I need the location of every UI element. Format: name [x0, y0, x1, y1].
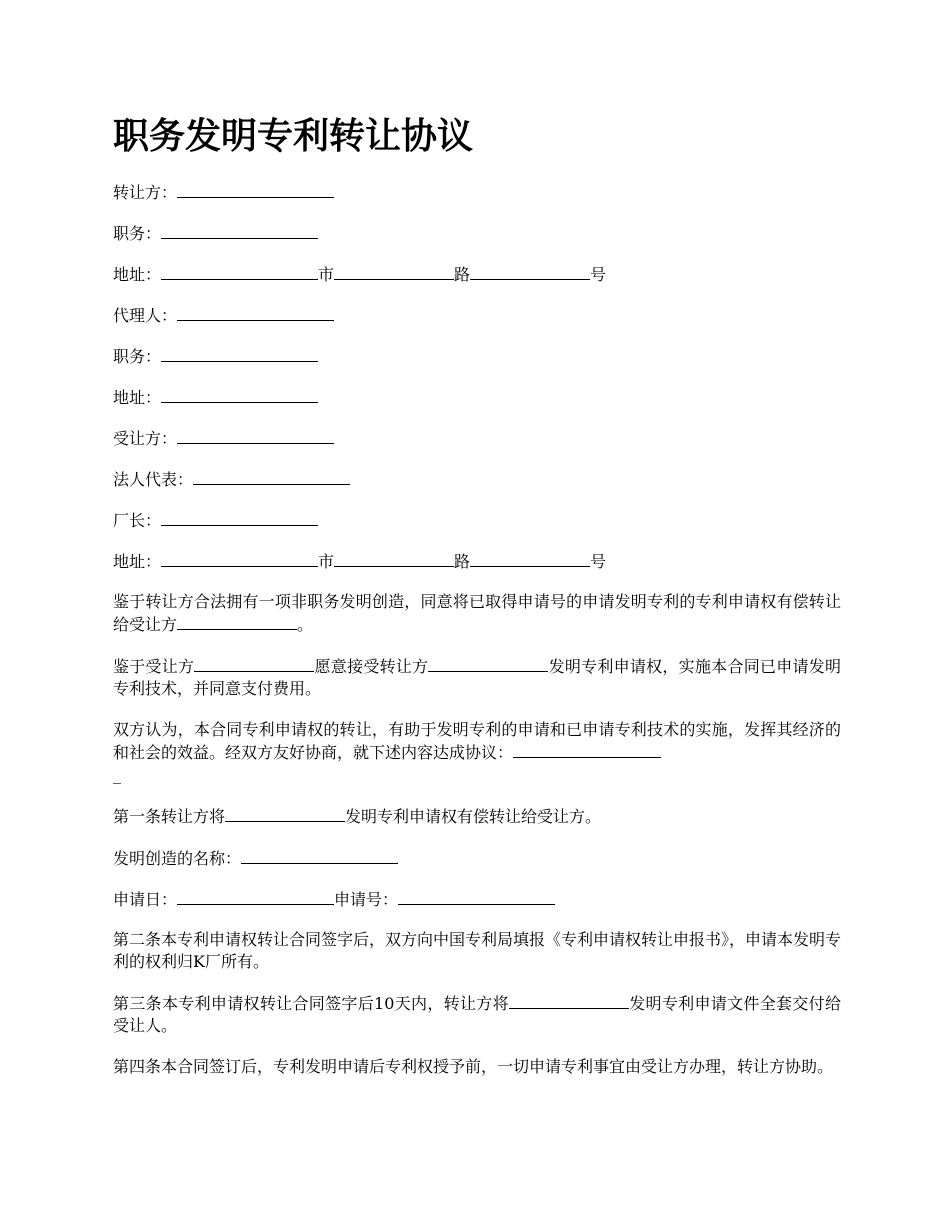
address-road-blank[interactable] [334, 263, 454, 280]
recital-2-text-a: 鉴于受让方 [113, 657, 195, 676]
recital-paragraph-3 [113, 719, 841, 786]
number-label: 号 [590, 265, 607, 284]
article-4: 第四条本合同签订后，专利发明申请后专利权授予前，一切申请专利事宜由受让方办理，转让方协助。 [113, 1057, 834, 1076]
article-3-blank[interactable] [509, 992, 629, 1009]
legal-rep-label: 法人代表： [113, 470, 194, 489]
transferee-number-label: 号 [590, 552, 607, 571]
transferor-line [113, 181, 841, 203]
apply-no-label: 申请号： [334, 890, 399, 909]
document-page [113, 112, 841, 1097]
transferee-city-label: 市 [318, 552, 335, 571]
transferee-blank[interactable] [177, 427, 334, 444]
address-city-blank[interactable] [161, 263, 318, 280]
transferee-address-road-blank[interactable] [334, 550, 454, 567]
address-label: 地址： [113, 265, 162, 284]
agent-line [113, 304, 841, 326]
position-blank[interactable] [161, 222, 318, 239]
article-1-blank[interactable] [225, 805, 345, 822]
invention-name-line [113, 847, 841, 869]
recital-paragraph-2 [113, 655, 841, 700]
legal-rep-line [113, 468, 841, 490]
position-label: 职务： [113, 224, 162, 243]
legal-rep-blank[interactable] [193, 468, 350, 485]
article-3-text-a: 第三条本专利申请权转让合同签字后10天内，转让方将 [113, 994, 509, 1013]
recital-2-text-b: 愿意接受转让方 [314, 657, 429, 676]
article-1-text-b: 发明专利申请权有偿转让给受让方。 [345, 807, 602, 826]
agent-label: 代理人： [113, 306, 178, 325]
recital-paragraph-1 [113, 591, 841, 636]
agent-address-blank[interactable] [161, 386, 318, 403]
article-1 [113, 805, 841, 828]
factory-head-blank[interactable] [161, 509, 318, 526]
recital-3-blank[interactable] [513, 741, 661, 758]
agent-address-label: 地址： [113, 388, 162, 407]
apply-no-blank[interactable] [398, 888, 555, 905]
address-line [113, 263, 841, 285]
transferee-address-line [113, 550, 841, 572]
article-2: 第二条本专利申请权转让合同签字后，双方向中国专利局填报《专利申请权转让申报书》，申请本发明专利的权利归K厂所有。 [113, 930, 842, 971]
transferor-blank[interactable] [177, 181, 334, 198]
article-3 [113, 992, 841, 1037]
recital-3-tail: _ [113, 765, 121, 784]
position-line [113, 222, 841, 244]
recital-2-blank-b[interactable] [428, 655, 548, 672]
apply-date-blank[interactable] [177, 888, 334, 905]
article-1-text-a: 第一条转让方将 [113, 807, 226, 826]
recital-1-text: 鉴于转让方合法拥有一项非职务发明创造，同意将已取得申请号的申请发明专利的专利申请权有偿转让给受让方 [113, 592, 841, 634]
transferor-label: 转让方： [113, 183, 178, 202]
factory-head-line [113, 509, 841, 531]
road-label: 路 [454, 265, 471, 284]
transferee-address-label: 地址： [113, 552, 162, 571]
apply-date-label: 申请日： [113, 890, 178, 909]
recital-2-text-c: 发明专利申请权，实施本合同已申请发明专利技术，并同意支付费用。 [113, 657, 841, 698]
city-label: 市 [318, 265, 335, 284]
transferee-line [113, 427, 841, 449]
recital-1-end: 。 [297, 615, 314, 634]
agent-position-blank[interactable] [161, 345, 318, 362]
recital-2-blank-a[interactable] [194, 655, 314, 672]
invention-name-label: 发明创造的名称： [113, 849, 242, 868]
invention-name-blank[interactable] [241, 847, 398, 864]
recital-1-blank[interactable] [177, 613, 297, 630]
agent-position-label: 职务： [113, 347, 162, 366]
address-number-blank[interactable] [470, 263, 590, 280]
article-3-text-b: 发明专利申请文件全套交付给受让人。 [113, 994, 841, 1035]
agent-position-line [113, 345, 841, 367]
transferee-label: 受让方： [113, 429, 178, 448]
apply-line [113, 888, 841, 910]
agent-blank[interactable] [177, 304, 334, 321]
recital-3-text: 双方认为，本合同专利申请权的转让，有助于发明专利的申请和已申请专利技术的实施，发挥其经济的和社会的效益。经双方友好协商，就下述内容达成协议： [113, 720, 841, 762]
factory-head-label: 厂长： [113, 511, 162, 530]
transferee-address-number-blank[interactable] [470, 550, 590, 567]
document-title: 职务发明专利转让协议 [113, 115, 474, 157]
transferee-address-city-blank[interactable] [161, 550, 318, 567]
agent-address-line [113, 386, 841, 408]
transferee-road-label: 路 [454, 552, 471, 571]
